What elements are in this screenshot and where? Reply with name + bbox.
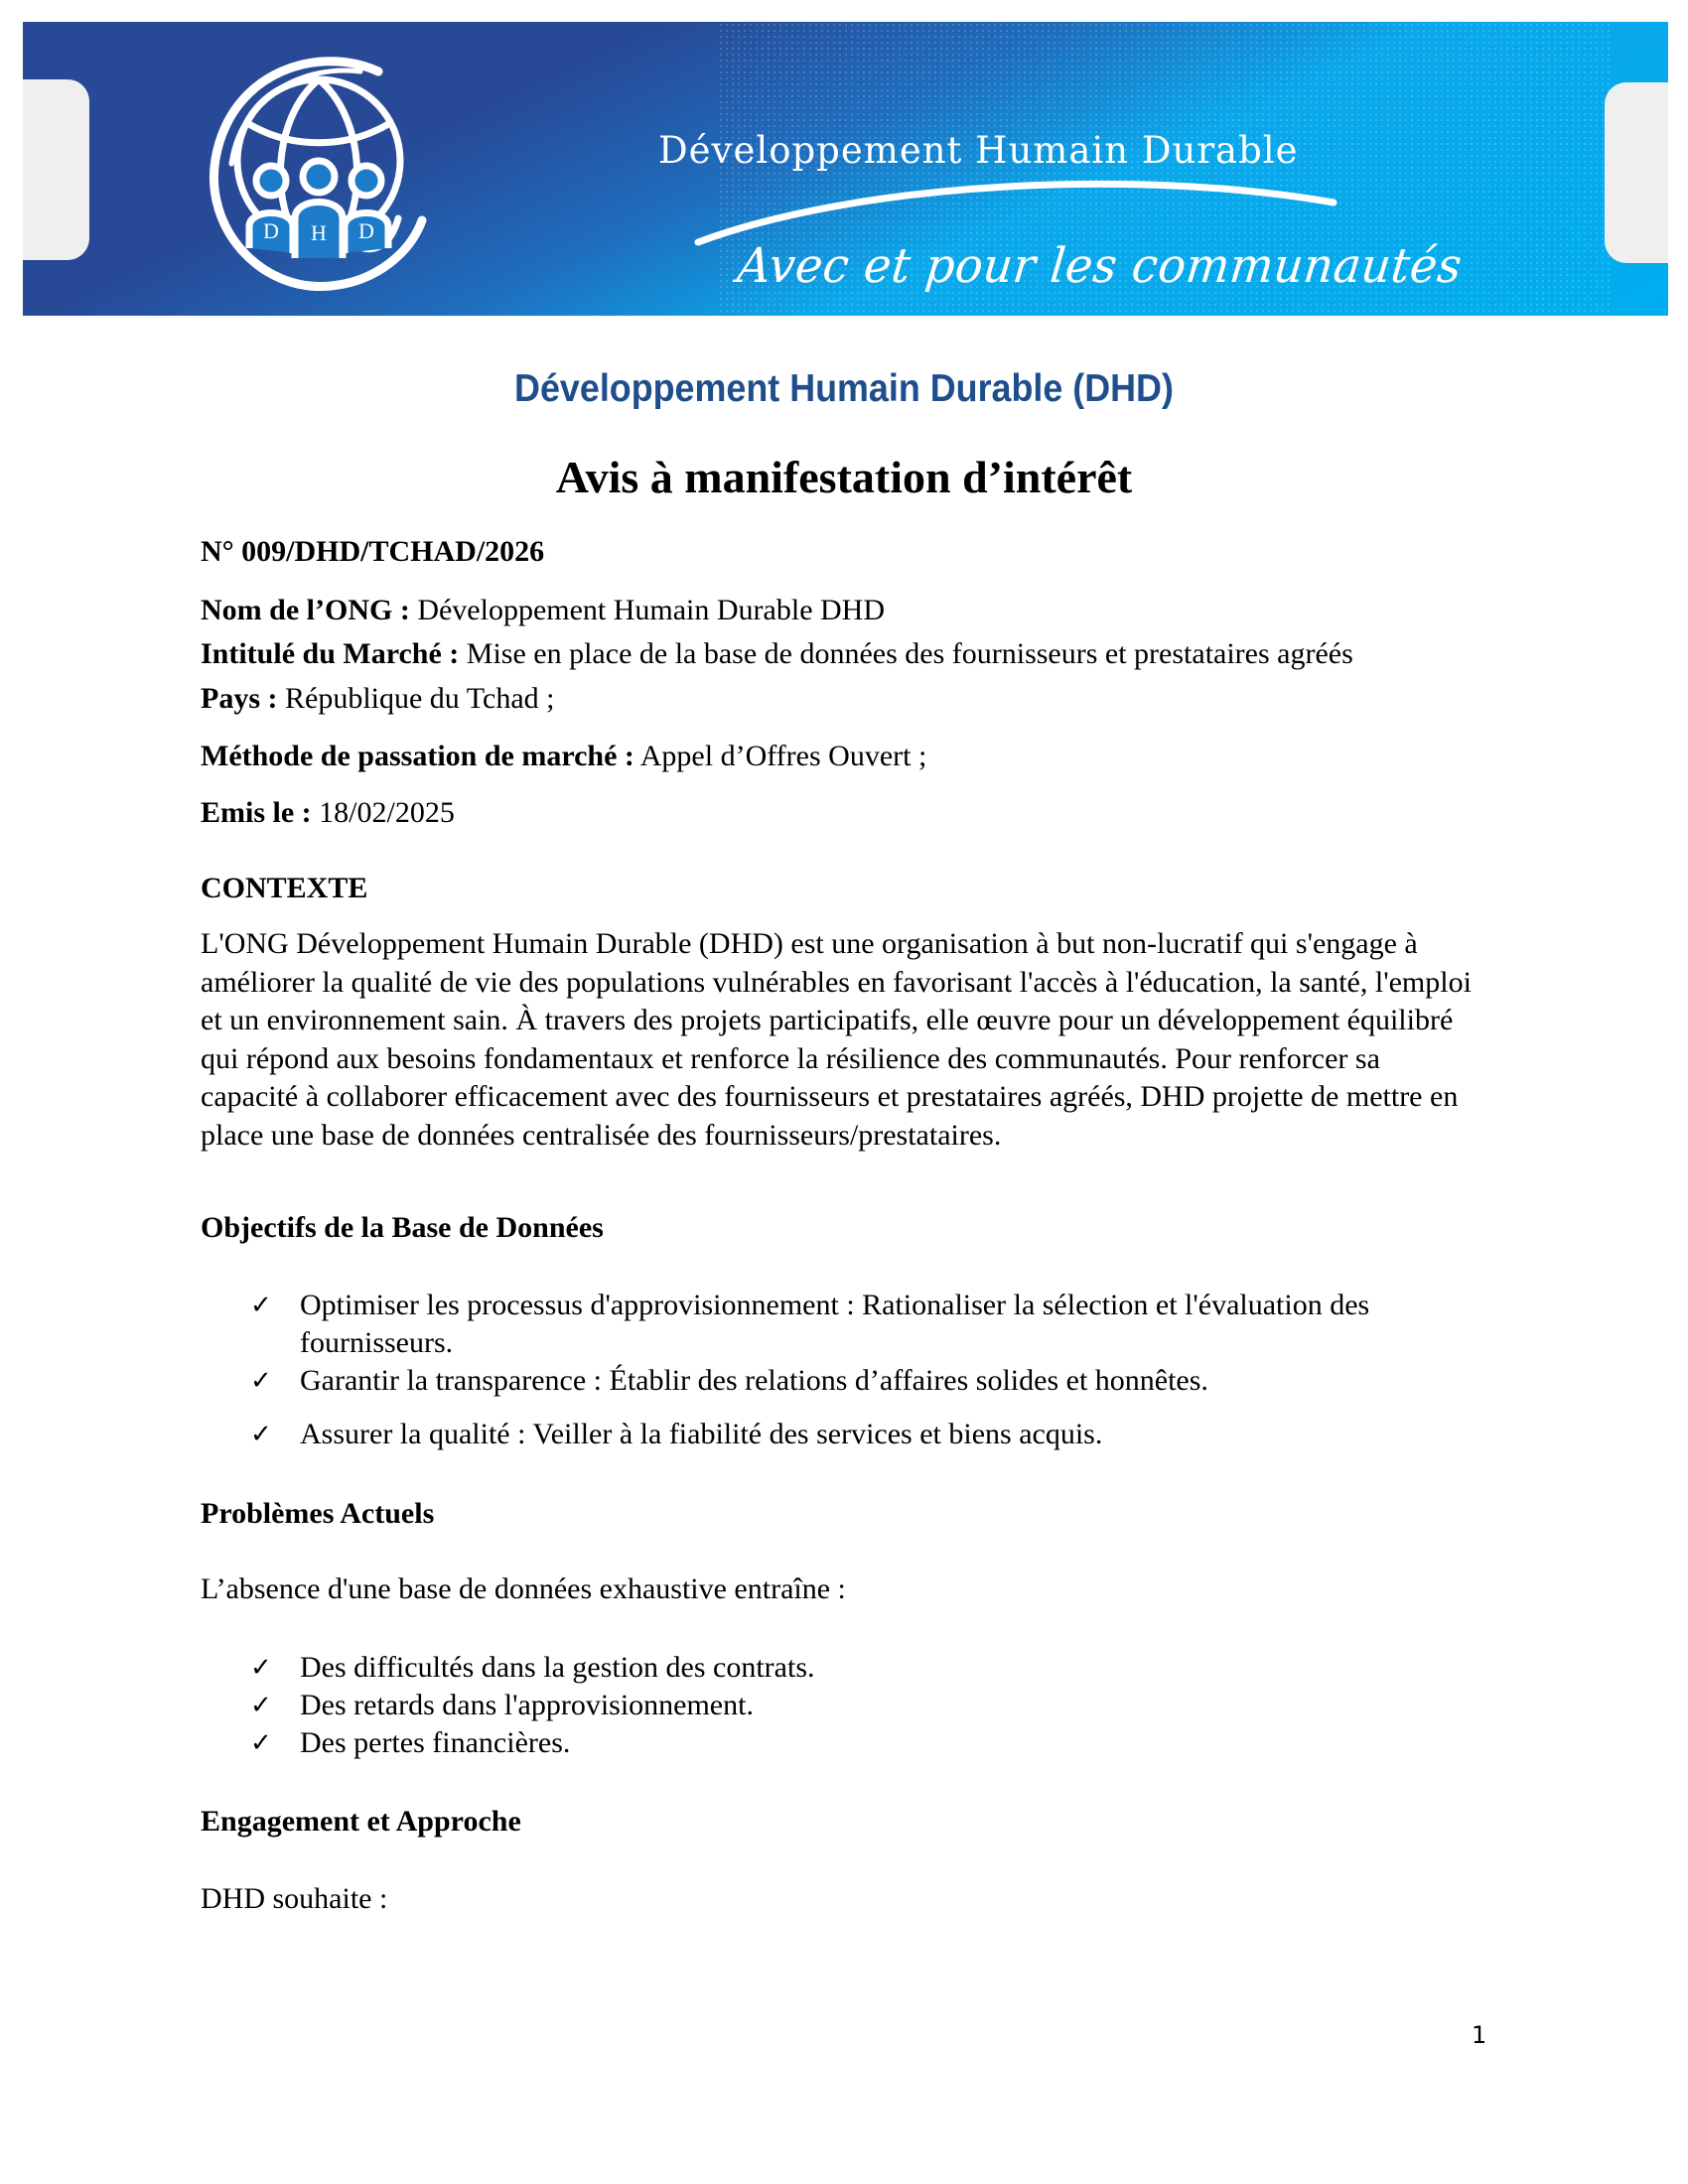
reference-number: N° 009/DHD/TCHAD/2026 xyxy=(201,535,545,568)
field-label: Méthode de passation de marché : xyxy=(201,740,634,772)
banner-right-tab xyxy=(1605,82,1668,263)
problems-intro: L’absence d'une base de données exhaustive entraîne : xyxy=(201,1572,846,1605)
field-value: Développement Humain Durable DHD xyxy=(409,594,886,626)
checkmark-icon: ✓ xyxy=(250,1366,272,1396)
field-value: République du Tchad ; xyxy=(277,682,555,715)
field-label: Pays : xyxy=(201,682,278,715)
list-item xyxy=(250,1362,1511,1400)
checkmark-icon: ✓ xyxy=(250,1728,272,1758)
organization-title: Développement Humain Durable (DHD) xyxy=(514,367,1174,410)
section-heading-engagement: Engagement et Approche xyxy=(201,1805,521,1838)
field-label: Emis le : xyxy=(201,796,312,829)
objectives-list xyxy=(250,1287,1511,1453)
checkmark-icon: ✓ xyxy=(250,1420,272,1449)
field-country xyxy=(201,681,554,717)
list-item xyxy=(250,1287,1511,1362)
page-number: 1 xyxy=(1472,2021,1487,2049)
brand-tagline: Avec et pour les communautés xyxy=(735,236,1466,294)
field-issue-date xyxy=(201,795,455,831)
field-value: 18/02/2025 xyxy=(311,796,455,829)
checkmark-icon: ✓ xyxy=(250,1653,272,1683)
engagement-intro: DHD souhaite : xyxy=(201,1882,388,1915)
field-value: Appel d’Offres Ouvert ; xyxy=(633,740,927,772)
problems-list xyxy=(250,1649,815,1762)
list-item xyxy=(250,1416,1511,1453)
list-item xyxy=(250,1724,815,1762)
logo-letter-d1: D xyxy=(263,218,279,243)
list-item-text: Assurer la qualité : Veiller à la fiabilité des services et biens acquis. xyxy=(300,1418,1103,1450)
section-heading-problems: Problèmes Actuels xyxy=(201,1497,435,1530)
list-item-text: Garantir la transparence : Établir des relations d’affaires solides et honnêtes. xyxy=(300,1364,1208,1397)
field-label: Intitulé du Marché : xyxy=(201,637,460,670)
brand-name: Développement Humain Durable xyxy=(658,129,1299,172)
field-value: Mise en place de la base de données des fournisseurs et prestataires agréés xyxy=(459,637,1353,670)
header-banner xyxy=(23,22,1668,316)
field-ngo-name xyxy=(201,593,885,628)
checkmark-icon: ✓ xyxy=(250,1291,272,1320)
field-market-title xyxy=(201,636,1353,672)
list-item-text: Des difficultés dans la gestion des contrats. xyxy=(300,1651,815,1684)
list-item-text: Des pertes financières. xyxy=(300,1726,571,1759)
context-paragraph: L'ONG Développement Humain Durable (DHD) est une organisation à but non-lucratif qui s'engage à améliorer la qualité de vie des populations vulnérables en favorisant l'accès à l'éducation, la santé, l'emploi et un environnement sain. À travers des projets participatifs, elle œuvre pour un développement équilibré qui répond aux besoins fondamentaux et renforce la résilience des communautés. Pour renforcer sa capacité à collaborer efficacement avec des fournisseurs et prestataires agréés, DHD projette de mettre en place une base de données centralisée des fournisseurs/prestataires. xyxy=(201,927,1472,1152)
logo-letter-d2: D xyxy=(358,218,374,243)
section-heading-context: CONTEXTE xyxy=(201,872,368,904)
field-procurement-method xyxy=(201,739,926,774)
list-item-text: Des retards dans l'approvisionnement. xyxy=(300,1689,754,1721)
dhd-logo-icon xyxy=(202,50,450,298)
section-heading-objectives: Objectifs de la Base de Données xyxy=(201,1211,604,1244)
document-title: Avis à manifestation d’intérêt xyxy=(555,452,1133,502)
logo-letter-h: H xyxy=(311,220,327,245)
field-label: Nom de l’ONG : xyxy=(201,594,410,626)
list-item xyxy=(250,1687,815,1724)
checkmark-icon: ✓ xyxy=(250,1691,272,1720)
list-item xyxy=(250,1649,815,1687)
banner-left-tab xyxy=(23,79,89,260)
list-item-text: Optimiser les processus d'approvisionnement : Rationaliser la sélection et l'évaluation des fournisseurs. xyxy=(300,1289,1370,1359)
